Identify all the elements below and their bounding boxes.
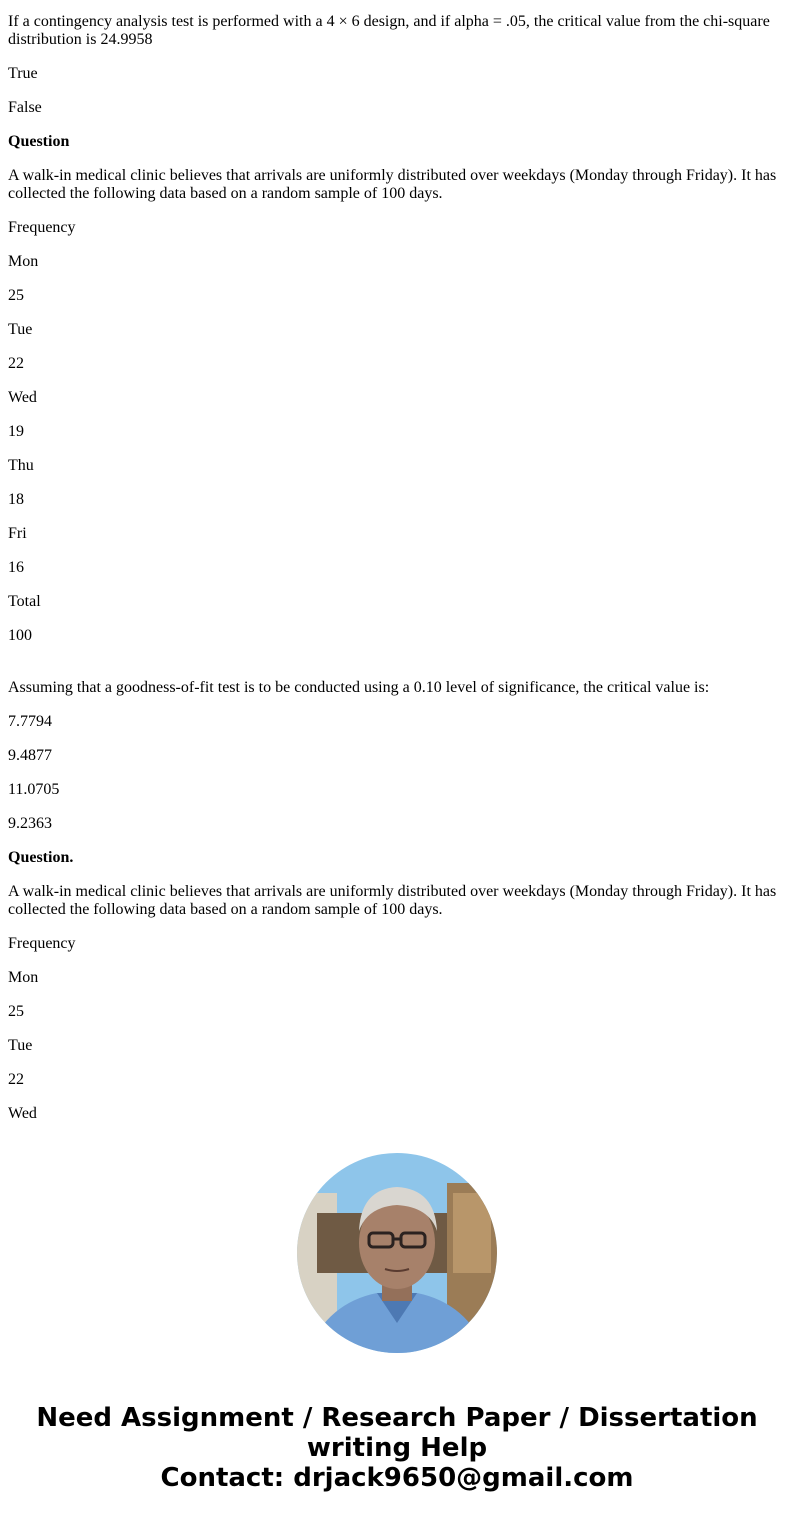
table-row-day: Thu [8, 457, 34, 474]
contact-banner [0, 1403, 794, 1493]
banner-line-1: Need Assignment / Research Paper / Dissertation [36, 1403, 758, 1433]
question-2-option: 7.7794 [8, 713, 52, 730]
table-cell: 22 [8, 1071, 24, 1088]
avatar-portrait-icon [297, 1153, 497, 1353]
author-avatar [297, 1153, 497, 1353]
question-3-intro: A walk-in medical clinic believes that arrivals are uniformly distributed over weekdays (Monday through Friday). It has collected the following data based on a random sample of 100 days. [8, 883, 777, 918]
table-cell: Mon [8, 969, 39, 986]
question-2-option: 9.2363 [8, 815, 52, 832]
table-row-day: Wed [8, 389, 37, 406]
table-row-value: 22 [8, 355, 24, 372]
question-2-option: 9.4877 [8, 747, 52, 764]
question-2-option: 11.0705 [8, 781, 60, 798]
spacer [8, 661, 786, 679]
banner-contact-email: Contact: drjack9650@gmail.com [160, 1463, 634, 1493]
question-3-heading: Question. [8, 849, 74, 866]
table-cell: Wed [8, 1105, 37, 1122]
banner-line-2: writing Help [306, 1433, 488, 1463]
table-row-value: 18 [8, 491, 24, 508]
question-2-heading: Question [8, 133, 70, 150]
question-1-option-false: False [8, 99, 42, 116]
question-2-table-header: Frequency [8, 219, 76, 236]
question-3-table-header: Frequency [8, 935, 76, 952]
table-cell: Tue [8, 1037, 33, 1054]
question-1-text: If a contingency analysis test is performed with a 4 × 6 design, and if alpha = .05, the critical value from the chi-square distribution is 24.9958 [8, 13, 770, 48]
table-row-total-label: Total [8, 593, 41, 610]
table-cell: 25 [8, 1003, 24, 1020]
question-2-prompt: Assuming that a goodness-of-fit test is to be conducted using a 0.10 level of significance, the critical value is: [8, 679, 710, 696]
table-row-day: Fri [8, 525, 27, 542]
table-row-value: 16 [8, 559, 24, 576]
table-row-value: 19 [8, 423, 24, 440]
question-2-intro: A walk-in medical clinic believes that arrivals are uniformly distributed over weekdays (Monday through Friday). It has collected the following data based on a random sample of 100 days. [8, 167, 777, 202]
table-row-day: Tue [8, 321, 33, 338]
table-row-day: Mon [8, 253, 39, 270]
table-row-value: 25 [8, 287, 24, 304]
table-row-total-value: 100 [8, 627, 32, 644]
question-1-option-true: True [8, 65, 38, 82]
